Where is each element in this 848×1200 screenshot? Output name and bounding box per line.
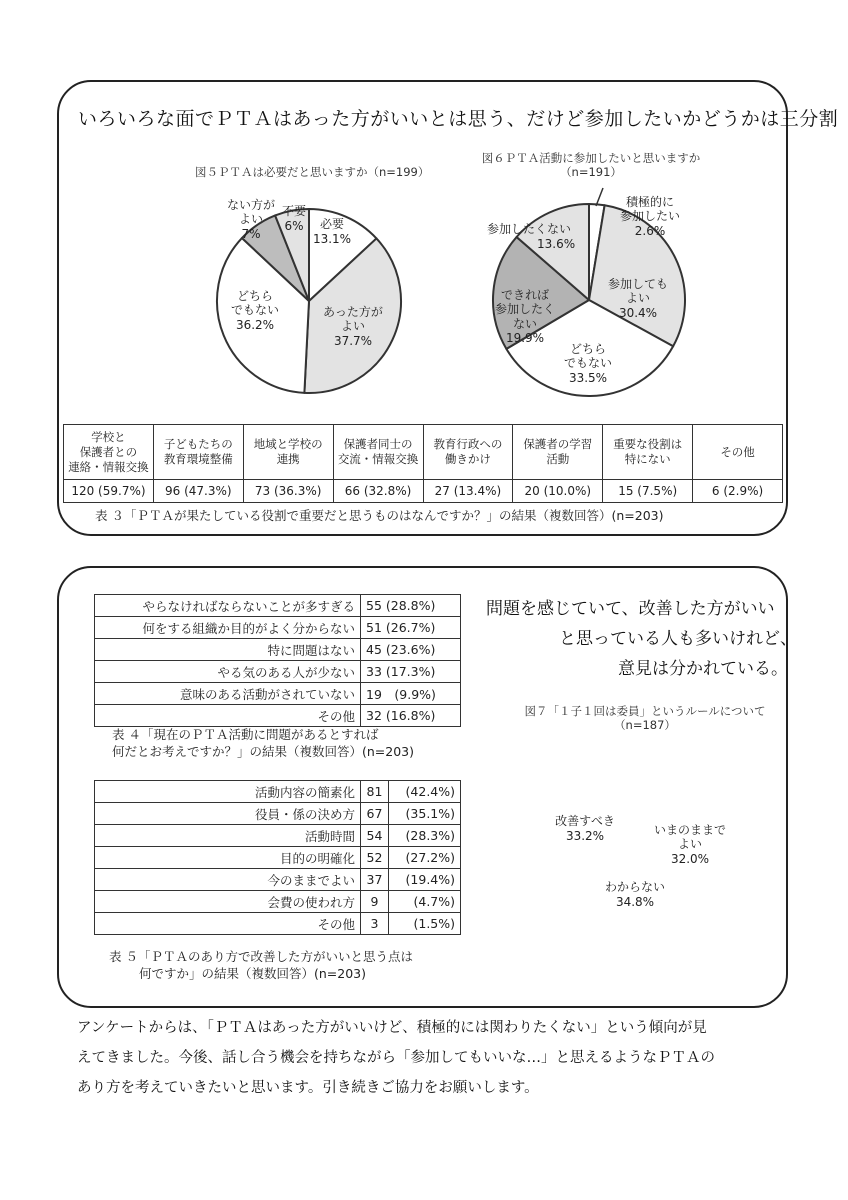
table3-header: 保護者の学習 活動	[513, 425, 603, 480]
conclusion-line3: あり方を考えていきたいと思います。引き続きご協力をお願いします。	[77, 1080, 539, 1096]
pie5-label-atta-hou-ga-yoi: あった方が よい 37.7%	[323, 304, 383, 348]
table3	[63, 424, 783, 503]
table5-caption-line2: 何ですか」の結果（複数回答）(n=203)	[139, 966, 367, 981]
table-row	[95, 661, 461, 683]
pie6-title: 図６ＰＴＡ活動に参加したいと思いますか （n=191）	[481, 151, 701, 179]
table-row	[95, 847, 461, 869]
table5-pct: (28.3%)	[389, 825, 461, 847]
table4-value: 45 (23.6%)	[361, 639, 461, 661]
table4-label: やらなければならないことが多すぎる	[95, 595, 361, 617]
table4	[94, 594, 461, 727]
table-row	[95, 781, 461, 803]
table3-value: 15 (7.5%)	[603, 480, 693, 503]
table5	[94, 780, 461, 935]
pie7-label-wakaranai: わからない 34.8%	[604, 880, 665, 909]
pie6-label-sanka-shitakunai: 参加したくない 13.6%	[487, 222, 576, 251]
table3-value: 27 (13.4%)	[423, 480, 513, 503]
table-row	[95, 705, 461, 727]
conclusion-line2: えてきました。今後、話し合う機会を持ちながら「参加してもいいな…」と思えるようなＰＴＡの	[77, 1050, 715, 1066]
pie6-label-dochira-demonai: どちら でもない 33.5%	[563, 341, 612, 385]
table4-value: 19 (9.9%)	[361, 683, 461, 705]
table3-header: 重要な役割は 特にない	[603, 425, 693, 480]
table5-label: 活動時間	[95, 825, 361, 847]
table5-pct: (19.4%)	[389, 869, 461, 891]
pie7-label-kaizen: 改善すべき 33.2%	[555, 814, 615, 843]
table-row	[95, 639, 461, 661]
table5-pct: (27.2%)	[389, 847, 461, 869]
table4-caption-line2: 何だとお考えですか？」の結果（複数回答）(n=203)	[112, 744, 415, 759]
table3-value-row	[64, 480, 783, 503]
table3-header: 教育行政への 働きかけ	[423, 425, 513, 480]
table5-caption-line1: 表 ５「ＰＴＡのあり方で改善した方がいいと思う点は	[109, 949, 413, 964]
table5-label: 活動内容の簡素化	[95, 781, 361, 803]
table4-value: 32 (16.8%)	[361, 705, 461, 727]
table3-value: 96 (47.3%)	[153, 480, 243, 503]
table3-value: 20 (10.0%)	[513, 480, 603, 503]
table5-count: 3	[361, 913, 389, 935]
table-row	[95, 825, 461, 847]
table4-caption	[112, 726, 414, 760]
table5-pct: (1.5%)	[389, 913, 461, 935]
table4-label: その他	[95, 705, 361, 727]
table3-header-row	[64, 425, 783, 480]
headline2-line1: 問題を感じていて、改善した方がいい	[486, 599, 775, 619]
table3-header: その他	[693, 425, 783, 480]
table3-value: 66 (32.8%)	[333, 480, 423, 503]
table5-label: その他	[95, 913, 361, 935]
table-row	[95, 913, 461, 935]
table3-header: 学校と 保護者との 連絡・情報交換	[64, 425, 154, 480]
table-row	[95, 595, 461, 617]
table3-value: 120 (59.7%)	[64, 480, 154, 503]
table4-label: 何をする組織か目的がよく分からない	[95, 617, 361, 639]
table5-caption	[109, 948, 413, 982]
table5-count: 81	[361, 781, 389, 803]
pie5-label-fuyou: 不要 6%	[281, 204, 306, 233]
table5-label: 会費の使われ方	[95, 891, 361, 913]
pie6-label-sanka-shitemo-yoi: 参加しても よい 30.4%	[607, 276, 668, 320]
table4-label: 意味のある活動がされていない	[95, 683, 361, 705]
table5-count: 54	[361, 825, 389, 847]
pie7-title: 図７「１子１回は委員」というルールについて （n=187）	[524, 704, 766, 732]
table5-label: 目的の明確化	[95, 847, 361, 869]
table3-value: 73 (36.3%)	[243, 480, 333, 503]
table3-header: 地域と学校の 連携	[243, 425, 333, 480]
conclusion-text	[77, 1013, 777, 1103]
pie5-label-hitsuyou: 必要 13.1%	[312, 217, 352, 246]
table4-label: 特に問題はない	[95, 639, 361, 661]
table4-value: 51 (26.7%)	[361, 617, 461, 639]
table5-count: 67	[361, 803, 389, 825]
pie6-label-dekireba: できれば 参加したく ない 19.9%	[494, 287, 555, 345]
headline2-line2: と思っている人も多いけれど、	[559, 629, 797, 649]
table-row	[95, 803, 461, 825]
table4-value: 33 (17.3%)	[361, 661, 461, 683]
headline-top: いろいろな面でＰＴＡはあった方がいいとは思う、だけど参加したいかどうかは三分割	[78, 108, 839, 130]
pie6-label-sekkyokuteki: 積極的に 参加したい 2.6%	[619, 194, 680, 238]
pie6-leader-line	[596, 188, 603, 206]
table5-count: 52	[361, 847, 389, 869]
table5-label: 今のままでよい	[95, 869, 361, 891]
pie5-label-dochira-demonai: どちら でもない 36.2%	[230, 288, 279, 332]
table5-label: 役員・係の決め方	[95, 803, 361, 825]
table5-pct: (35.1%)	[389, 803, 461, 825]
table5-pct: (42.4%)	[389, 781, 461, 803]
pie5-title: 図５ＰＴＡは必要だと思いますか（n=199）	[195, 165, 430, 179]
table5-pct: (4.7%)	[389, 891, 461, 913]
table-row	[95, 891, 461, 913]
pie5-label-nai-hou-ga-yoi: ない方が よい 7%	[226, 197, 275, 241]
headline2-line3: 意見は分かれている。	[618, 659, 788, 679]
table3-header: 保護者同士の 交流・情報交換	[333, 425, 423, 480]
table4-caption-line1: 表 ４「現在のＰＴＡ活動に問題があるとすれば	[112, 727, 379, 742]
table-row	[95, 683, 461, 705]
table5-count: 9	[361, 891, 389, 913]
table3-header: 子どもたちの 教育環境整備	[153, 425, 243, 480]
headline-bottom	[486, 594, 797, 684]
table3-value: 6 (2.9%)	[693, 480, 783, 503]
table4-label: やる気のある人が少ない	[95, 661, 361, 683]
pie7-label-imanomama: いまのままで よい 32.0%	[653, 822, 726, 866]
table4-value: 55 (28.8%)	[361, 595, 461, 617]
conclusion-line1: アンケートからは、「ＰＴＡはあった方がいいけど、積極的には関わりたくない」という傾向が見	[77, 1020, 707, 1036]
table-row	[95, 617, 461, 639]
table5-count: 37	[361, 869, 389, 891]
table-row	[95, 869, 461, 891]
table3-caption: 表 ３「ＰＴＡが果たしている役割で重要だと思うものはなんですか？」の結果（複数回答）(n=203)	[95, 508, 664, 523]
